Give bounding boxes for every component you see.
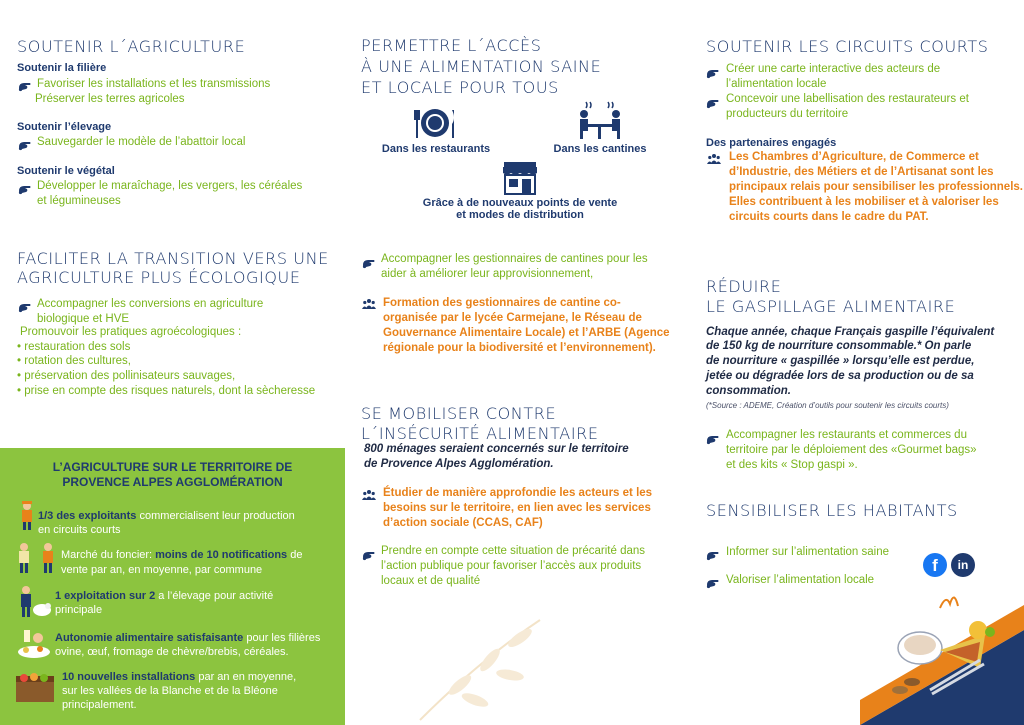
shop-storefront-icon — [502, 161, 538, 195]
food-decoration-illustration — [860, 590, 1024, 725]
bullet-3: • préservation des pollinisateurs sauvages, — [17, 370, 236, 382]
circuits-item-1-line-1: Créer une carte interactive des acteurs de — [726, 63, 941, 75]
people-group-icon — [362, 298, 376, 310]
stat-3-text: a l’élevage pour activité — [155, 590, 274, 602]
people-group-icon — [362, 489, 376, 501]
formation-line-3: Gouvernance Alimentaire Locale) et l’ARBE (Agence — [383, 327, 670, 339]
etudier-line-2: besoins sur le territoire, en lien avec les services — [383, 502, 651, 514]
etudier-line-1: Étudier de manière approfondie les acteurs et les — [383, 487, 653, 499]
panel-title-1: L’AGRICULTURE SUR LE TERRITOIRE DE — [52, 460, 293, 474]
points-vente-label-2: et modes de distribution — [456, 209, 584, 221]
stat-2-text-2: de — [287, 549, 303, 561]
hand-icon — [706, 433, 720, 445]
insecurite-text-2: de Provence Alpes Agglomération. — [364, 458, 554, 470]
bullet-text: rotation des cultures, — [24, 355, 131, 367]
stat-4-line-1 — [55, 631, 320, 646]
filiere-item-2: Préserver les terres agricoles — [35, 93, 185, 105]
section-title-acces-2: À UNE ALIMENTATION SAINE — [361, 57, 602, 76]
elevage-item-1: Sauvegarder le modèle de l’abattoir local — [37, 136, 246, 148]
stat-5-bold: 10 nouvelles installations — [62, 671, 196, 683]
stat-5-line-2: sur les vallées de la Blanche et de la Bléone — [62, 685, 278, 697]
transition-item-2: biologique et HVE — [37, 313, 130, 325]
gaspillage-source: (*Source : ADEME, Création d’outils pour soutenir les circuits courts) — [706, 401, 949, 410]
formation-line-2: organisée par le lycée Carmejane, le Réseau de — [383, 312, 642, 324]
stat-2-line-1 — [61, 548, 302, 563]
transition-item-3: Promouvoir les pratiques agroécologiques : — [20, 326, 242, 338]
vegetal-item-1: Développer le maraîchage, les vergers, les céréales — [37, 180, 303, 192]
section-title-transition-2: AGRICULTURE PLUS ÉCOLOGIQUE — [17, 268, 301, 287]
hand-icon — [18, 301, 32, 313]
panel-title-2: PROVENCE ALPES AGGLOMÉRATION — [62, 475, 283, 489]
bullet-text: prise en compte des risques naturels, dont la sècheresse — [24, 385, 316, 397]
stat-4-line-2: ovine, œuf, fromage de chèvre/brebis, céréales. — [55, 646, 289, 658]
stat-1-text: commercialisent leur production — [136, 510, 295, 522]
section-title-acces-1: PERMETTRE L´ACCÈS — [361, 36, 542, 55]
stat-3-line-2: principale — [55, 604, 103, 616]
partenaires-line-3: principaux relais pour sensibiliser les professionnels. — [729, 181, 1023, 193]
hand-icon — [18, 139, 32, 151]
facebook-icon[interactable]: f — [923, 553, 947, 577]
hand-icon — [18, 183, 32, 195]
stat-3-bold: 1 exploitation sur 2 — [55, 590, 156, 602]
etudier-line-3: d’action sociale (CCAS, CAF) — [383, 517, 543, 529]
food-basket-icon — [16, 628, 52, 660]
hand-icon — [362, 257, 376, 269]
filiere-heading: Soutenir la filière — [17, 62, 107, 74]
circuits-item-2-line-1: Concevoir une labellisation des restaurateurs et — [726, 93, 969, 105]
gaspillage-text-3: de nourriture « gaspillée » lorsqu’elle est perdue, — [706, 355, 975, 367]
partenaires-heading: Des partenaires engagés — [706, 137, 837, 149]
gaspillage-text-2: de 150 kg de nourriture consommable.* On parle — [706, 340, 972, 352]
gourmet-line-1: Accompagner les restaurants et commerces du — [726, 429, 967, 441]
section-title-soutenir-agriculture: SOUTENIR L´AGRICULTURE — [17, 37, 246, 56]
stat-2-text: Marché du foncier: — [61, 549, 156, 561]
cantine-people-icon — [578, 100, 622, 140]
cantines-label: Dans les cantines — [553, 143, 647, 155]
bullet-text: restauration des sols — [24, 341, 131, 353]
gaspillage-text-5: consommation. — [706, 385, 791, 397]
handshake-farmers-icon — [16, 541, 56, 575]
bullet-1: • restauration des sols — [17, 341, 131, 353]
stat-4-bold: Autonomie alimentaire satisfaisante — [55, 632, 244, 644]
section-title-mobiliser-1: SE MOBILISER CONTRE — [361, 404, 557, 423]
sensibiliser-item-2: Valoriser l’alimentation locale — [726, 574, 875, 586]
points-vente-label-1: Grâce à de nouveaux points de vente — [422, 197, 618, 209]
insecurite-text-1: 800 ménages seraient concernés sur le territoire — [364, 443, 629, 455]
hand-icon — [706, 577, 720, 589]
circuits-item-2-line-2: producteurs du territoire — [726, 108, 849, 120]
stat-4-text: pour les filières — [243, 632, 321, 644]
section-title-mobiliser-2: L´INSÉCURITÉ ALIMENTAIRE — [361, 424, 599, 443]
filiere-item-1: Favoriser les installations et les transmissions — [37, 78, 271, 90]
stat-5-text: par an en moyenne, — [195, 671, 297, 683]
cantine-action-line-2: aider à améliorer leur approvisionnement, — [381, 268, 594, 280]
olive-branch-watermark — [400, 600, 640, 725]
precarite-line-3: locaux et de qualité — [381, 575, 481, 587]
vegetal-item-2: et légumineuses — [37, 195, 121, 207]
stat-2-line-2: vente par an, en moyenne, par commune — [61, 564, 263, 576]
restaurants-label: Dans les restaurants — [381, 143, 491, 155]
transition-item-1: Accompagner les conversions en agriculture — [37, 298, 264, 310]
stat-1-line-1 — [38, 509, 295, 524]
section-title-transition-1: FACILITER LA TRANSITION VERS UNE — [17, 249, 329, 268]
gaspillage-text-4: jetée ou dégradée lors de sa production ou de sa — [706, 370, 974, 382]
partenaires-line-2: d’Industrie, des Métiers et de l’Artisanat sont les — [729, 166, 994, 178]
formation-line-1: Formation des gestionnaires de cantine co- — [383, 297, 621, 309]
section-title-circuits-courts: SOUTENIR LES CIRCUITS COURTS — [706, 37, 989, 56]
partenaires-line-4: Elles contribuent à les mobiliser et à valoriser les — [729, 196, 999, 208]
partenaires-line-1: Les Chambres d’Agriculture, de Commerce et — [729, 151, 979, 163]
bullet-4: • prise en compte des risques naturels, dont la sècheresse — [17, 385, 316, 397]
restaurant-plate-icon — [414, 102, 456, 140]
section-title-sensibiliser: SENSIBILISER LES HABITANTS — [706, 501, 958, 520]
stat-1-line-2: en circuits courts — [38, 524, 121, 536]
stat-5-line-3: principalement. — [62, 699, 137, 711]
stat-2-bold: moins de 10 notifications — [155, 549, 288, 561]
vegetal-heading: Soutenir le végétal — [17, 165, 115, 177]
gourmet-line-3: et des kits « Stop gaspi ». — [726, 459, 858, 471]
circuits-item-1-line-2: l’alimentation locale — [726, 78, 827, 90]
bullet-text: préservation des pollinisateurs sauvages, — [24, 370, 236, 382]
precarite-line-2: l’action publique pour favoriser l’accès aux produits — [381, 560, 642, 572]
section-title-gaspillage-1: RÉDUIRE — [706, 277, 782, 296]
stat-3-line-1 — [55, 589, 273, 604]
gaspillage-text-1: Chaque année, chaque Français gaspille l’équivalent — [706, 326, 995, 338]
cantine-action-line-1: Accompagner les gestionnaires de cantines pour les — [381, 253, 648, 265]
hand-icon — [706, 67, 720, 79]
partenaires-line-5: circuits courts dans le cadre du PAT. — [729, 211, 929, 223]
farmer-sheep-icon — [18, 585, 52, 619]
linkedin-icon[interactable]: in — [951, 553, 975, 577]
people-group-icon — [707, 153, 721, 165]
gourmet-line-2: territoire par le déploiement des «Gourmet bags» — [726, 444, 977, 456]
stat-1-bold: 1/3 des exploitants — [38, 510, 137, 522]
hand-icon — [706, 97, 720, 109]
farmer-icon — [18, 500, 36, 532]
section-title-acces-3: ET LOCALE POUR TOUS — [361, 78, 559, 97]
elevage-heading: Soutenir l’élevage — [17, 121, 112, 133]
stat-5-line-1 — [62, 670, 296, 685]
hand-icon — [706, 549, 720, 561]
hand-icon — [362, 549, 376, 561]
formation-line-4: régionale pour la biodiversité et l’environnement). — [383, 342, 656, 354]
hand-icon — [18, 80, 32, 92]
precarite-line-1: Prendre en compte cette situation de précarité dans — [381, 545, 646, 557]
section-title-gaspillage-2: LE GASPILLAGE ALIMENTAIRE — [706, 297, 956, 316]
bullet-2: • rotation des cultures, — [17, 355, 131, 367]
sensibiliser-item-1: Informer sur l’alimentation saine — [726, 546, 889, 558]
market-stall-icon — [14, 666, 56, 706]
